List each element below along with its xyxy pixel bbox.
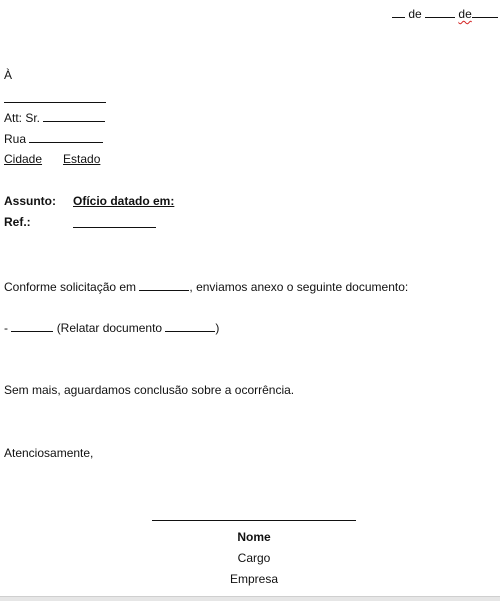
request-text-end: , enviamos anexo o seguinte documento: bbox=[189, 280, 409, 294]
att-blank bbox=[43, 110, 105, 122]
document-dash: - bbox=[4, 321, 8, 335]
recipient-prefix: À bbox=[4, 68, 13, 82]
document-text: (Relatar documento bbox=[56, 321, 163, 335]
street-label: Rua bbox=[4, 132, 27, 146]
month-blank bbox=[425, 6, 455, 18]
year-blank bbox=[472, 6, 498, 18]
signature-company: Empresa bbox=[229, 572, 279, 586]
date-separator-1: de bbox=[408, 7, 422, 21]
signature-line bbox=[152, 520, 356, 521]
document-blank bbox=[11, 320, 53, 332]
document-close: ) bbox=[215, 321, 220, 335]
paragraph-request bbox=[4, 279, 408, 294]
street-line bbox=[4, 131, 103, 146]
city-state-line bbox=[4, 152, 100, 166]
street-blank bbox=[29, 131, 103, 143]
request-text-start: Conforme solicitação em bbox=[4, 280, 137, 294]
signature-role: Cargo bbox=[237, 551, 271, 565]
closing: Atenciosamente, bbox=[4, 446, 94, 460]
paragraph-document bbox=[4, 320, 219, 335]
document-detail-blank bbox=[165, 320, 215, 332]
assunto-value: Ofício datado em: bbox=[73, 194, 175, 208]
date-line bbox=[392, 6, 498, 21]
day-blank bbox=[392, 6, 405, 18]
att-label: Att: Sr. bbox=[4, 111, 41, 125]
signature-name: Nome bbox=[237, 530, 271, 544]
page-bottom-edge bbox=[0, 596, 500, 601]
state-label: Estado bbox=[63, 152, 101, 166]
date-separator-2: de bbox=[458, 7, 472, 21]
ref-label: Ref.: bbox=[4, 215, 31, 229]
assunto-label: Assunto: bbox=[4, 194, 56, 208]
recipient-name-line bbox=[4, 102, 106, 103]
city-label: Cidade bbox=[4, 152, 43, 166]
paragraph-closing-remark: Sem mais, aguardamos conclusão sobre a ocorrência. bbox=[4, 383, 295, 397]
request-date-blank bbox=[139, 279, 189, 291]
ref-line bbox=[73, 227, 156, 228]
att-line bbox=[4, 110, 105, 125]
